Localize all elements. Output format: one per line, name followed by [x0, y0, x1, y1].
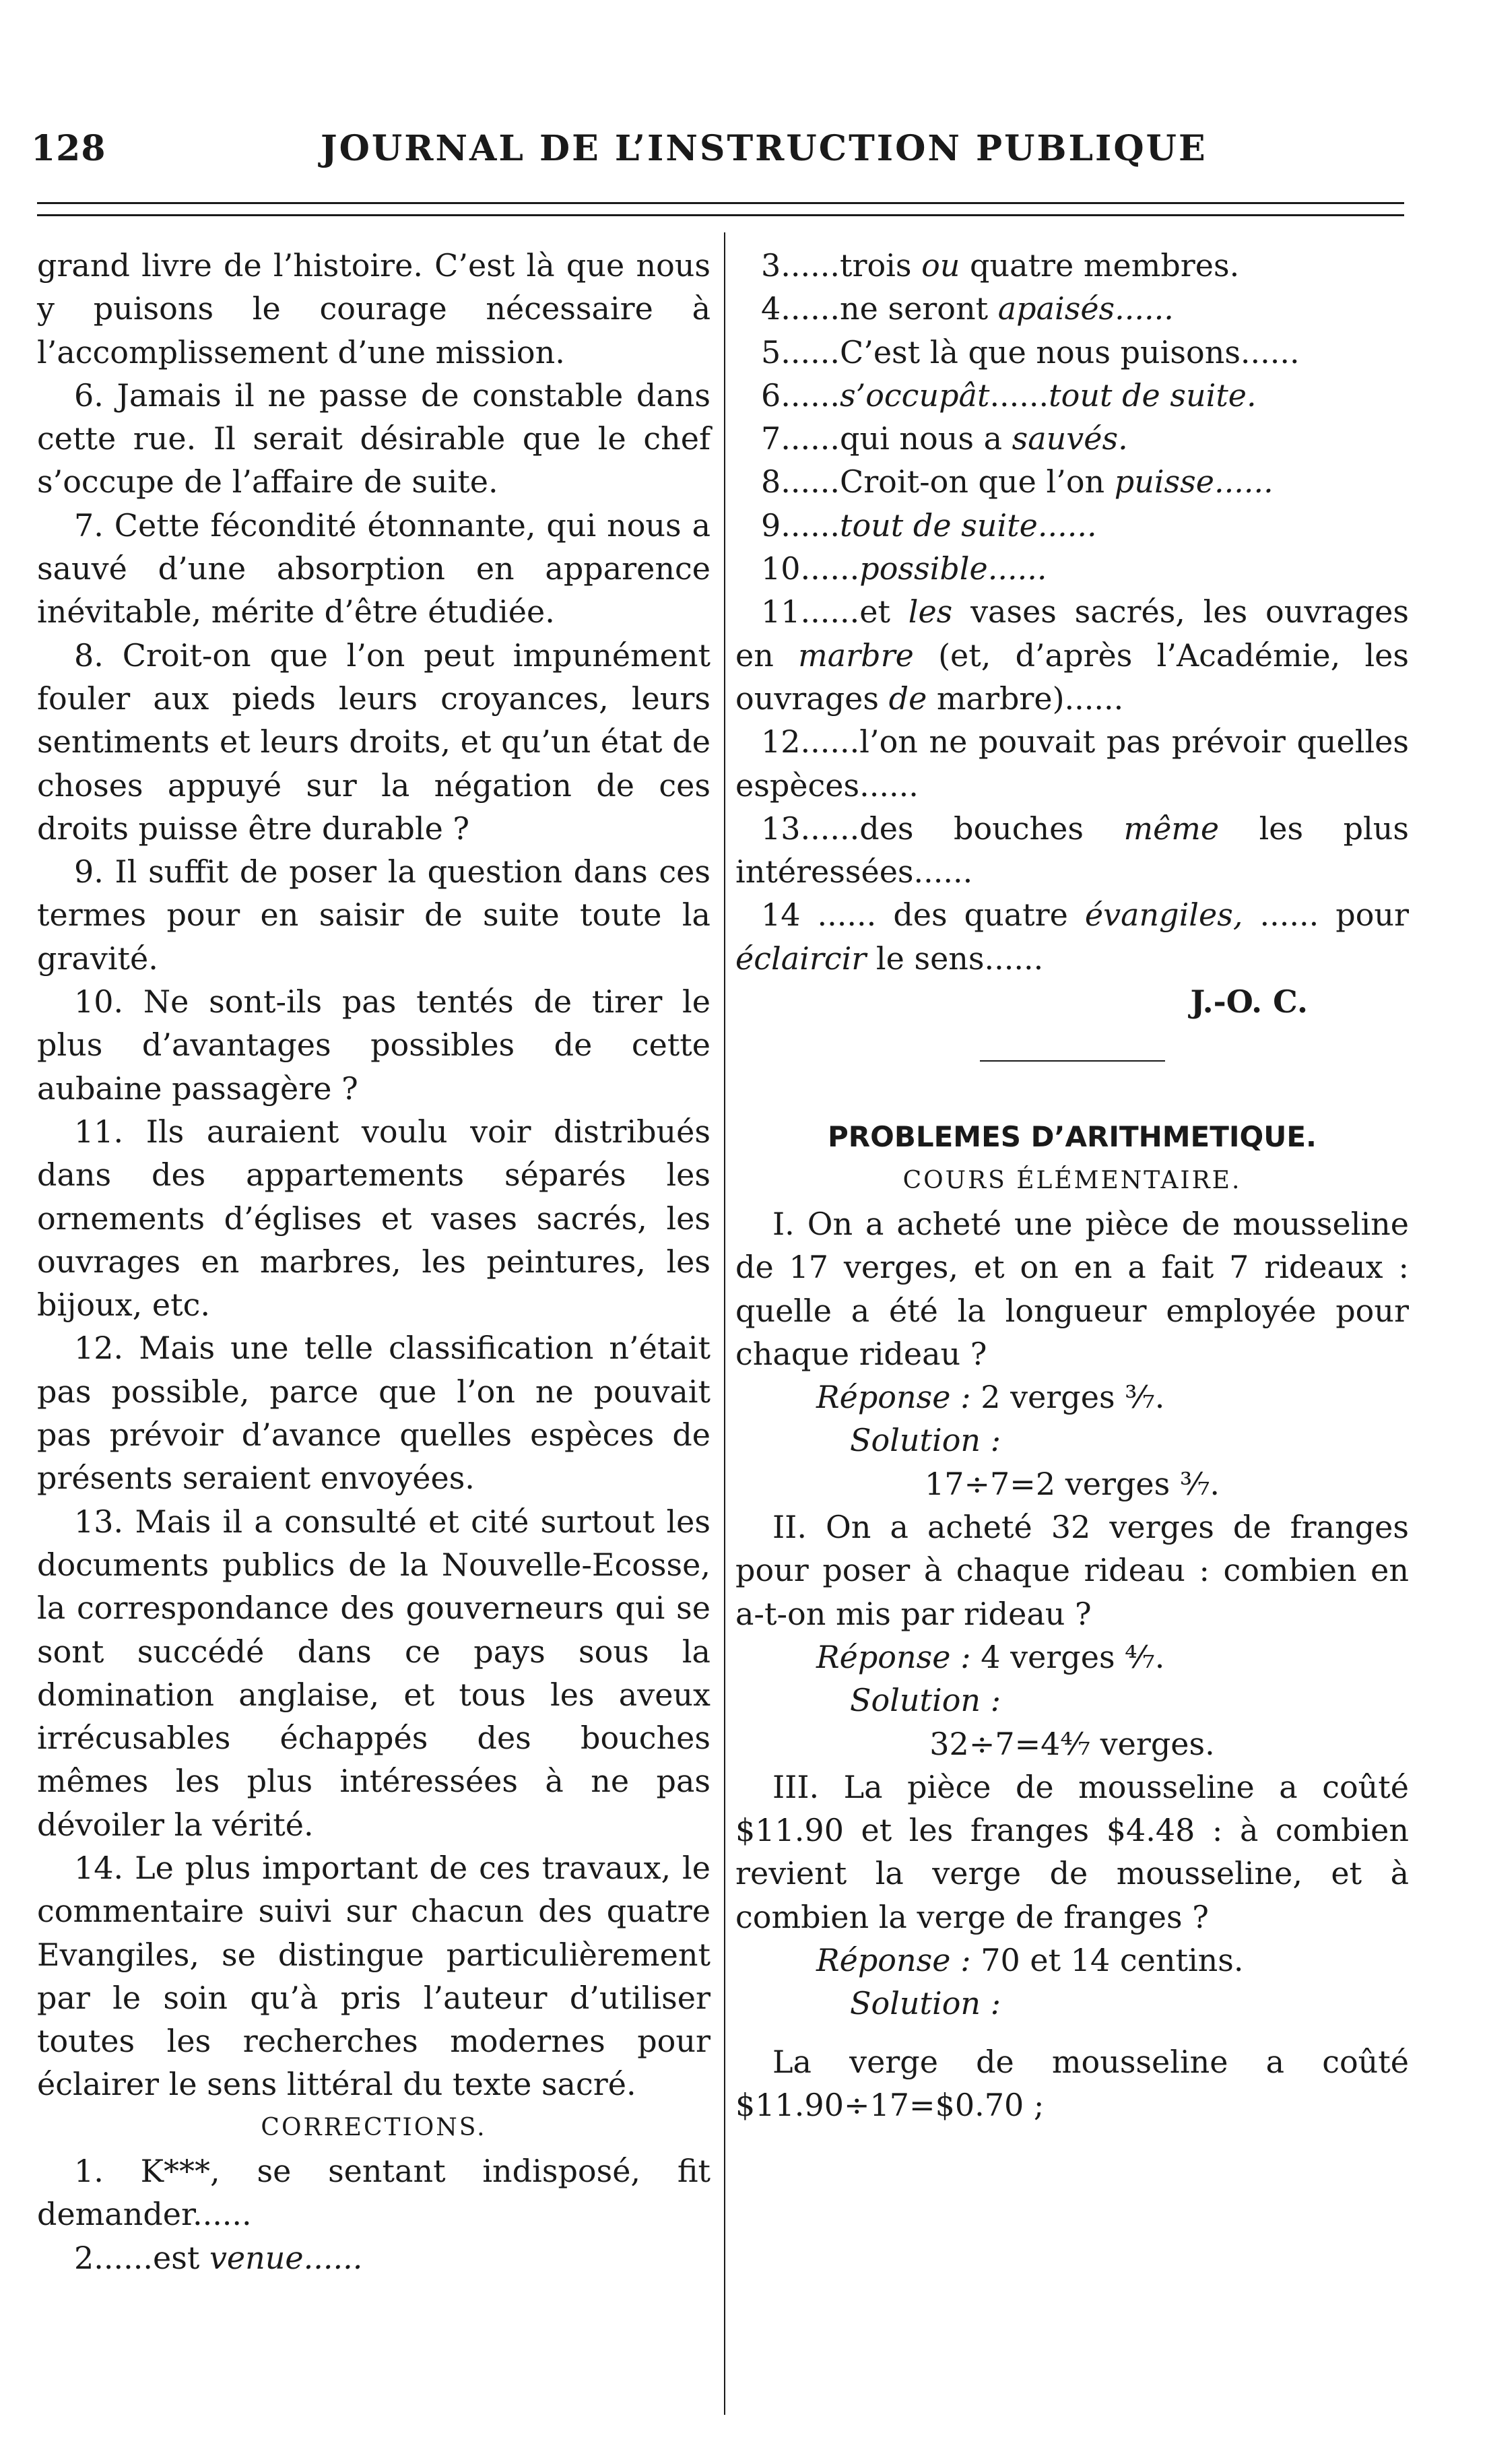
course-subheading: COURS ÉLÉMENTAIRE.	[902, 1166, 1242, 1194]
problem-1: I. On a acheté une pièce de mousseline de 17 verges, et on en a fait 7 rideaux : quelle a été la longueur employée pour chaque rideau ?	[735, 1205, 1409, 1372]
column-divider	[724, 232, 725, 2415]
solution-label-1: Solution :	[850, 1422, 1001, 1459]
paragraph-11: 11. Ils auraient voulu voir distribués dans des appartements séparés les ornements d’églises et vases sacrés, les ouvrages en marbres, les peintures, les bijoux, etc.	[37, 1113, 711, 1324]
page-header	[0, 128, 1487, 189]
correction-6: 6......s’occupât......tout de suite.	[761, 377, 1257, 414]
problems-heading: PROBLEMES D’ARITHMETIQUE.	[828, 1120, 1317, 1154]
paragraph-intro: grand livre de l’histoire. C’est là que nous y puisons le courage nécessaire à l’accomplissement d’une mission.	[37, 247, 711, 370]
solution-label-2: Solution :	[850, 1682, 1001, 1719]
correction-5: 5......C’est là que nous puisons......	[761, 333, 1300, 370]
correction-2: 2......est venue......	[74, 2239, 363, 2276]
header-rule-top	[37, 202, 1404, 204]
correction-3: 3......trois ou quatre membres.	[761, 247, 1240, 284]
section-separator	[980, 1060, 1165, 1062]
correction-8: 8......Croit-on que l’on puisse......	[761, 463, 1274, 500]
correction-12: 12......l’on ne pouvait pas prévoir quelles espèces......	[735, 723, 1409, 804]
solution-label-3: Solution :	[850, 1985, 1001, 2022]
correction-11: 11......et les vases sacrés, les ouvrages en marbre (et, d’après l’Académie, les ouvrages de marbre)......	[735, 593, 1409, 717]
left-column	[37, 244, 711, 2279]
answer-2: Réponse : 4 verges ⁴⁄₇.	[816, 1638, 1165, 1675]
correction-13: 13......des bouches même les plus intéressées......	[735, 810, 1409, 890]
corrections-heading: CORRECTIONS.	[261, 2113, 487, 2141]
page-number: 128	[31, 128, 106, 169]
answer-1: Réponse : 2 verges ³⁄₇.	[816, 1379, 1165, 1416]
paragraph-7: 7. Cette fécondité étonnante, qui nous a sauvé d’une absorption en apparence inévitable, mérite d’être étudiée.	[37, 507, 711, 630]
correction-4: 4......ne seront apaisés......	[761, 290, 1174, 327]
paragraph-8: 8. Croit-on que l’on peut impunément fouler aux pieds leurs croyances, leurs sentiments et leurs droits, et qu’un état de choses appuyé sur la négation de ces droits puisse être durable ?	[37, 637, 711, 847]
author-signature: J.-O. C.	[1190, 983, 1308, 1020]
correction-7: 7......qui nous a sauvés.	[761, 420, 1128, 457]
paragraph-14: 14. Le plus important de ces travaux, le commentaire suivi sur chacun des quatre Evangiles, se distingue particulièrement par le soin qu’à pris l’auteur d’utiliser toutes les recherches modernes pour éclairer le sens littéral du texte sacré.	[37, 1849, 711, 2103]
paragraph-12: 12. Mais une telle classification n’était pas possible, parce que l’on ne pouvait pas prévoir d’avance quelles espèces de présents seraient envoyées.	[37, 1330, 711, 1497]
paragraph-9: 9. Il suffit de poser la question dans ces termes pour en saisir de suite toute la gravité.	[37, 853, 711, 977]
paragraph-6: 6. Jamais il ne passe de constable dans cette rue. Il serait désirable que le chef s’occupe de l’affaire de suite.	[37, 377, 711, 500]
correction-9: 9......tout de suite......	[761, 507, 1097, 544]
right-column	[735, 244, 1409, 2127]
header-rule-bottom	[37, 214, 1404, 216]
answer-3: Réponse : 70 et 14 centins.	[816, 1941, 1244, 1978]
correction-1: 1. K***, se sentant indisposé, fit demander......	[37, 2153, 711, 2233]
solution-2: 32÷7=4⁴⁄₇ verges.	[929, 1725, 1215, 1762]
solution-1: 17÷7=2 verges ³⁄₇.	[924, 1465, 1220, 1502]
problem-2: II. On a acheté 32 verges de franges pour poser à chaque rideau : combien en a-t-on mis par rideau ?	[735, 1509, 1409, 1632]
correction-14: 14 ...... des quatre évangiles, ...... pour éclaircir le sens......	[735, 897, 1409, 977]
journal-title: JOURNAL DE L’INSTRUCTION PUBLIQUE	[321, 128, 1208, 169]
solution-3: La verge de mousseline a coûté $11.90÷17=$0.70 ;	[735, 2043, 1409, 2123]
problem-3: III. La pièce de mousseline a coûté $11.90 et les franges $4.48 : à combien revient la verge de mousseline, et à combien la verge de franges ?	[735, 1768, 1409, 1935]
paragraph-10: 10. Ne sont-ils pas tentés de tirer le plus d’avantages possibles de cette aubaine passagère ?	[37, 983, 711, 1107]
paragraph-13: 13. Mais il a consulté et cité surtout les documents publics de la Nouvelle-Ecosse, la correspondance des gouverneurs qui se sont succédé dans ce pays sous la domination anglaise, et tous les aveux irrécusables échappés des bouches mêmes les plus intéressées à ne pas dévoiler la vérité.	[37, 1503, 711, 1843]
correction-10: 10......possible......	[761, 550, 1047, 587]
